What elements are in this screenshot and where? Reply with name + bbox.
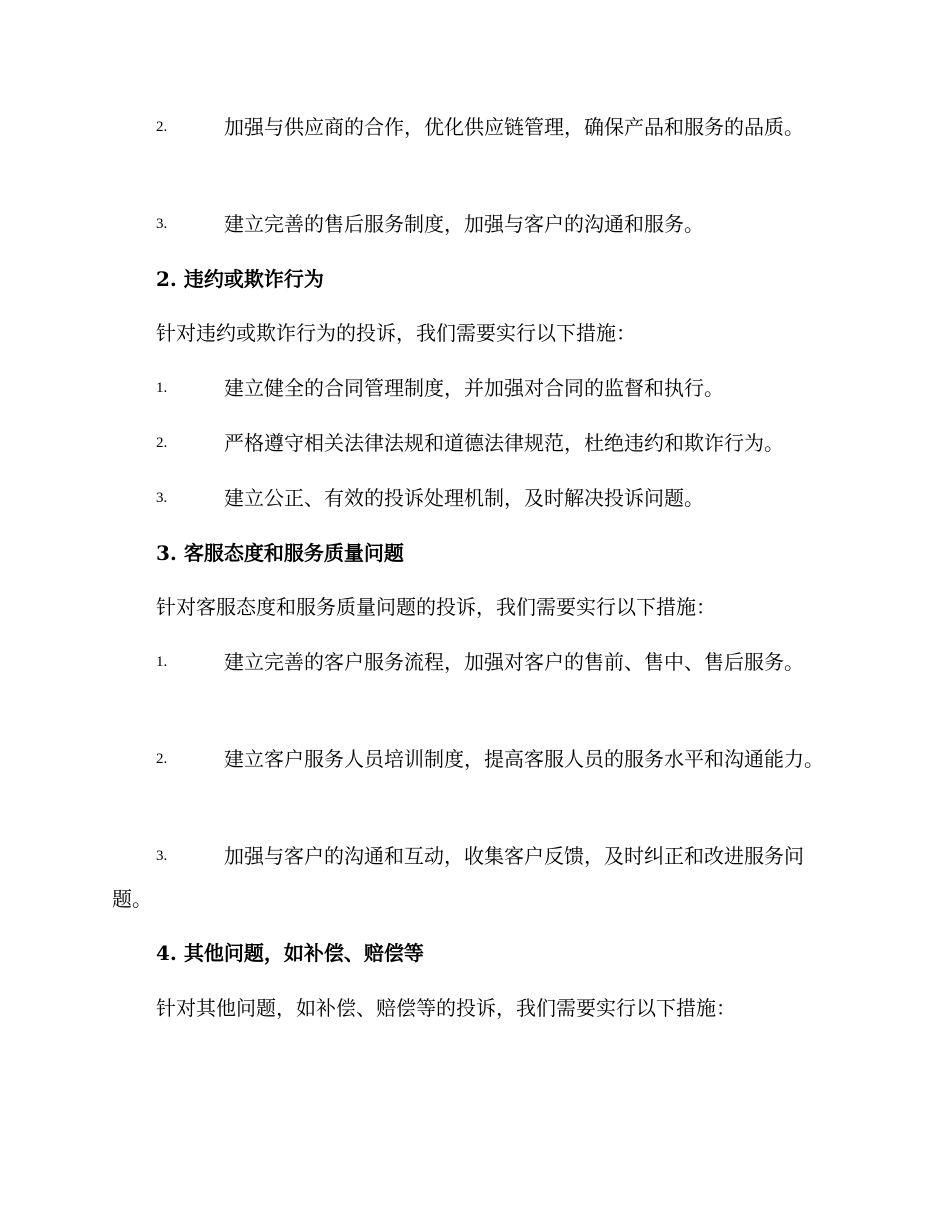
section-heading: 4. 其他问题，如补偿、赔偿等 bbox=[156, 941, 424, 965]
list-item-number: 1. bbox=[156, 380, 168, 396]
list-item-text: 建立完善的客户服务流程，加强对客户的售前、售中、售后服务。 bbox=[224, 650, 804, 674]
list-item-number: 3. bbox=[156, 848, 168, 864]
list-item-number: 3. bbox=[156, 216, 168, 232]
list-item-text: 建立完善的售后服务制度，加强与客户的沟通和服务。 bbox=[224, 212, 704, 236]
section-intro-paragraph: 针对客服态度和服务质量问题的投诉，我们需要实行以下措施： bbox=[156, 595, 716, 619]
section-intro-paragraph: 针对违约或欺诈行为的投诉，我们需要实行以下措施： bbox=[156, 321, 636, 345]
list-item-number: 2. bbox=[156, 119, 168, 135]
list-item-number: 3. bbox=[156, 490, 168, 506]
list-item-text: 加强与客户的沟通和互动，收集客户反馈，及时纠正和改进服务问题。 bbox=[112, 844, 804, 911]
list-item-text: 严格遵守相关法律法规和道德法律规范，杜绝违约和欺诈行为。 bbox=[224, 431, 784, 455]
section-heading: 3. 客服态度和服务质量问题 bbox=[156, 541, 404, 565]
list-item-text: 建立公正、有效的投诉处理机制，及时解决投诉问题。 bbox=[224, 486, 704, 510]
list-item-text: 加强与供应商的合作，优化供应链管理，确保产品和服务的品质。 bbox=[224, 115, 804, 139]
list-item-number: 1. bbox=[156, 654, 168, 670]
section-heading: 2. 违约或欺诈行为 bbox=[156, 267, 324, 291]
list-item-number: 2. bbox=[156, 435, 168, 451]
section-intro-paragraph: 针对其他问题，如补偿、赔偿等的投诉，我们需要实行以下措施： bbox=[156, 996, 736, 1020]
list-item-number: 2. bbox=[156, 751, 168, 767]
list-item-text: 建立健全的合同管理制度，并加强对合同的监督和执行。 bbox=[224, 376, 724, 400]
list-item-text: 建立客户服务人员培训制度，提高客服人员的服务水平和沟通能力。 bbox=[224, 747, 824, 771]
